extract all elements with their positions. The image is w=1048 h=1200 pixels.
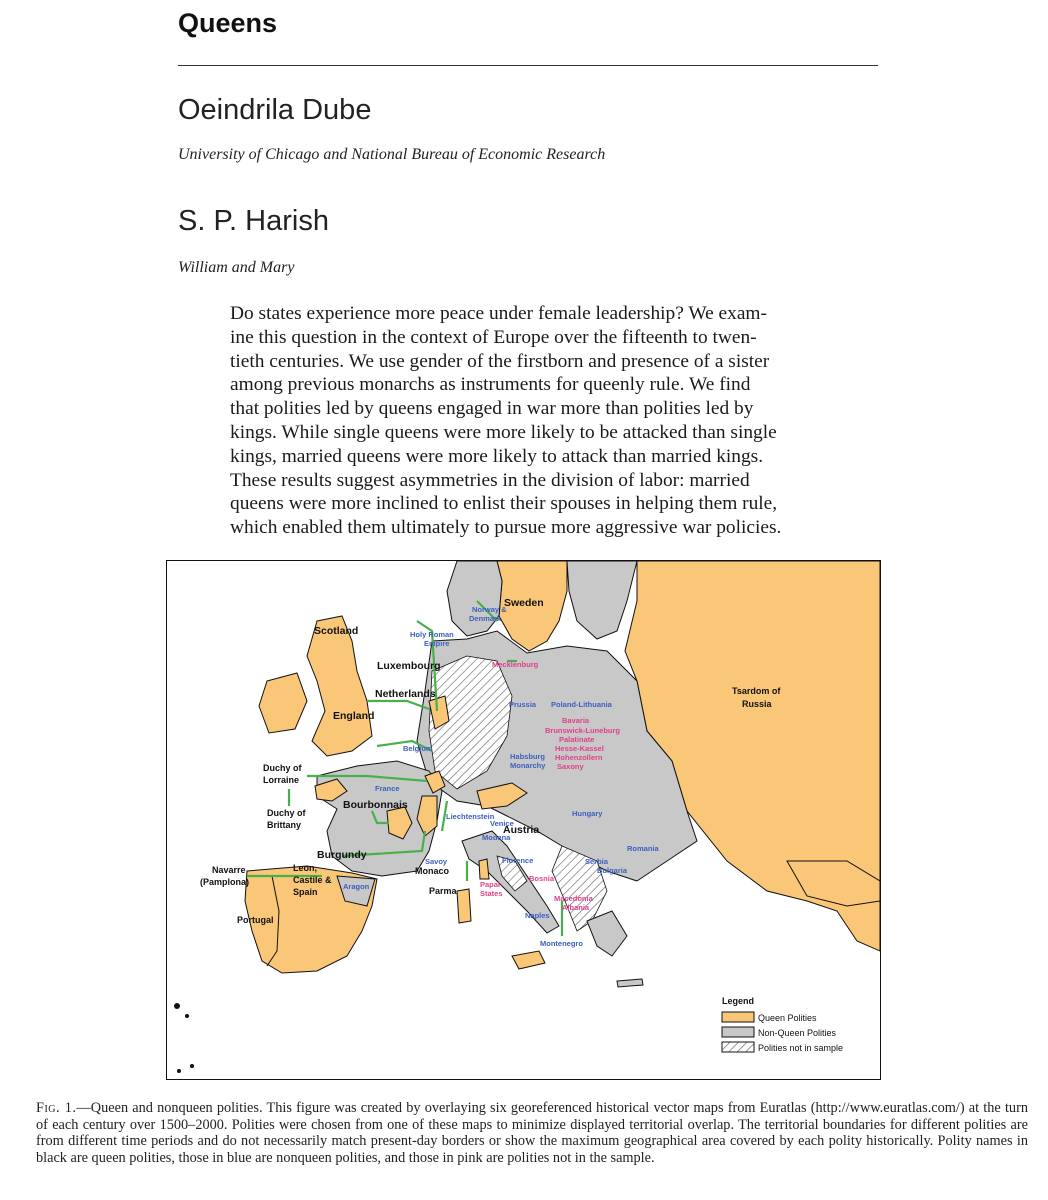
island: [174, 1003, 180, 1009]
europe-map-figure: [166, 560, 881, 1080]
map-label-not-in-sample: Papal: [480, 880, 501, 889]
map-label-non-queen: Savoy: [425, 857, 448, 866]
norway-denmark-region: [447, 561, 502, 636]
map-label-non-queen: Habsburg: [510, 752, 546, 761]
map-label-not-in-sample: Hohenzollern: [555, 753, 603, 762]
map-label-not-in-sample: States: [480, 889, 503, 898]
map-label-queen: Parma: [429, 886, 457, 896]
map-label-queen: Brittany: [267, 820, 302, 830]
map-label-non-queen: Liechtenstein: [446, 812, 495, 821]
island: [177, 1069, 181, 1073]
map-label-not-in-sample: Macedonia: [554, 894, 593, 903]
map-label-non-queen: Hungary: [572, 809, 603, 818]
map-label-queen: Sweden: [504, 597, 544, 609]
abstract-line: tieth centuries. We use gender of the firstborn and presence of a sister: [230, 350, 770, 372]
legend-item: Non-Queen Polities: [758, 1028, 837, 1038]
map-label-non-queen: Belgium: [403, 744, 433, 753]
map-label-non-queen: Bulgaria: [597, 866, 628, 875]
abstract-line: kings. While single queens were more likely to be attacked than single: [230, 421, 777, 443]
island: [185, 1014, 189, 1018]
arrow: [367, 701, 429, 709]
author-affiliation: University of Chicago and National Bureau of Economic Research: [178, 146, 606, 163]
map-label-non-queen: Naples: [525, 911, 550, 920]
europe-map: [167, 561, 880, 1079]
map-label-not-in-sample: Palatinate: [559, 735, 595, 744]
ireland-region: [259, 673, 307, 733]
map-label-not-in-sample: Bavaria: [562, 716, 590, 725]
map-label-queen: Duchy of: [267, 808, 306, 818]
abstract-line: kings, married queens were more likely to attack than married kings.: [230, 445, 764, 467]
map-label-queen: Monaco: [415, 866, 450, 876]
abstract-line: queens were more inclined to enlist their spouses in helping them rule,: [230, 493, 778, 515]
map-label-queen: Scotland: [314, 625, 359, 637]
author-name: Oeindrila Dube: [178, 94, 372, 126]
figure-caption-text: —Queen and nonqueen polities. This figure was created by overlaying six georeferenced historical vector maps from Euratlas (http://www.euratlas.com/) at the turn of each century over 1500–2000. Polities were chosen from one of these maps to minimize displayed territorial overlap. The territorial boundaries for different polities are from different time periods and do not necessarily match present-day borders or show the maximum geographical area covered by each polity historically. Polity names in black are queen polities, those in blue are nonqueen polities, and those in pink are polities not in the sample.: [36, 1100, 1028, 1166]
abstract-line: which enabled them ultimately to pursue more aggressive war policies.: [230, 517, 782, 539]
map-label-non-queen: Empire: [424, 639, 450, 648]
map-label-non-queen: France: [375, 784, 400, 793]
legend-swatch-queen: [722, 1012, 754, 1022]
map-label-non-queen: Venice: [490, 819, 514, 828]
map-label-queen: Bourbonnais: [343, 799, 408, 811]
legend-swatch-non-queen: [722, 1027, 754, 1037]
figure-caption-label: Fig. 1.: [36, 1100, 77, 1116]
map-label-queen: Spain: [293, 887, 318, 897]
abstract-line: among previous monarchs as instruments for queenly rule. We find: [230, 374, 751, 396]
map-label-non-queen: Florence: [502, 856, 534, 865]
legend-item: Queen Polities: [758, 1013, 817, 1023]
map-label-queen: Castile &: [293, 875, 332, 885]
abstract-line: that polities led by queens engaged in war more than polities led by: [230, 398, 754, 420]
map-label-non-queen: Denmark: [469, 614, 502, 623]
paper-title: Queens: [178, 8, 278, 38]
map-label-not-in-sample: Mecklenburg: [492, 660, 539, 669]
map-label-non-queen: Monarchy: [510, 761, 546, 770]
map-label-non-queen: Prussia: [509, 700, 537, 709]
map-label-non-queen: Romania: [627, 844, 659, 853]
map-label-queen: Luxembourg: [377, 660, 441, 672]
map-label-queen: Duchy of: [263, 763, 302, 773]
legend-title: Legend: [722, 996, 755, 1006]
map-label-queen: Leon,: [293, 863, 317, 873]
author-affiliation: William and Mary: [178, 259, 295, 276]
map-label-non-queen: Modena: [482, 833, 511, 842]
map-label-queen: England: [333, 710, 375, 722]
sardinia-region: [457, 889, 471, 923]
map-label-queen: Portugal: [237, 915, 274, 925]
title-rule: [178, 65, 878, 66]
map-legend: [722, 996, 843, 1053]
crete-region: [617, 979, 643, 987]
sicily-region: [512, 951, 545, 969]
abstract-line: ine this question in the context of Europe over the fifteenth to twen-: [230, 326, 757, 348]
map-label-non-queen: Serbia: [585, 857, 608, 866]
map-label-not-in-sample: Saxony: [557, 762, 584, 771]
abstract-line: Do states experience more peace under female leadership? We exam-: [230, 303, 767, 324]
great-britain-region: [307, 616, 375, 756]
author-name: S. P. Harish: [178, 205, 329, 237]
island: [190, 1064, 194, 1068]
abstract-line: These results suggest asymmetries in the division of labor: married: [230, 469, 750, 491]
map-label-non-queen: Aragon: [343, 882, 370, 891]
finland-region: [567, 561, 637, 639]
abstract: [230, 302, 845, 540]
map-label-queen: Tsardom of: [732, 686, 781, 696]
map-label-non-queen: Holy Roman: [410, 630, 454, 639]
map-label-queen: Lorraine: [263, 775, 300, 785]
map-label-not-in-sample: Bosnia: [529, 874, 555, 883]
map-label-queen: Netherlands: [375, 688, 436, 700]
map-label-queen: Russia: [742, 699, 772, 709]
map-label-queen: Burgundy: [317, 849, 367, 861]
map-label-queen: Austria: [503, 824, 540, 836]
corsica-region: [479, 859, 489, 879]
legend-swatch-not-in-sample: [722, 1042, 754, 1052]
map-label-not-in-sample: Brunswick-Luneburg: [545, 726, 621, 735]
figure-caption: [36, 1100, 1028, 1166]
map-label-non-queen: Poland-Lithuania: [551, 700, 612, 709]
map-label-not-in-sample: Albania: [562, 903, 590, 912]
map-label-non-queen: Montenegro: [540, 939, 583, 948]
map-label-queen: Navarre: [212, 865, 246, 875]
map-label-not-in-sample: Hesse-Kassel: [555, 744, 604, 753]
legend-item: Polities not in sample: [758, 1043, 844, 1053]
map-label-non-queen: Norway &: [472, 605, 507, 614]
map-label-queen: (Pamplona): [200, 877, 250, 887]
